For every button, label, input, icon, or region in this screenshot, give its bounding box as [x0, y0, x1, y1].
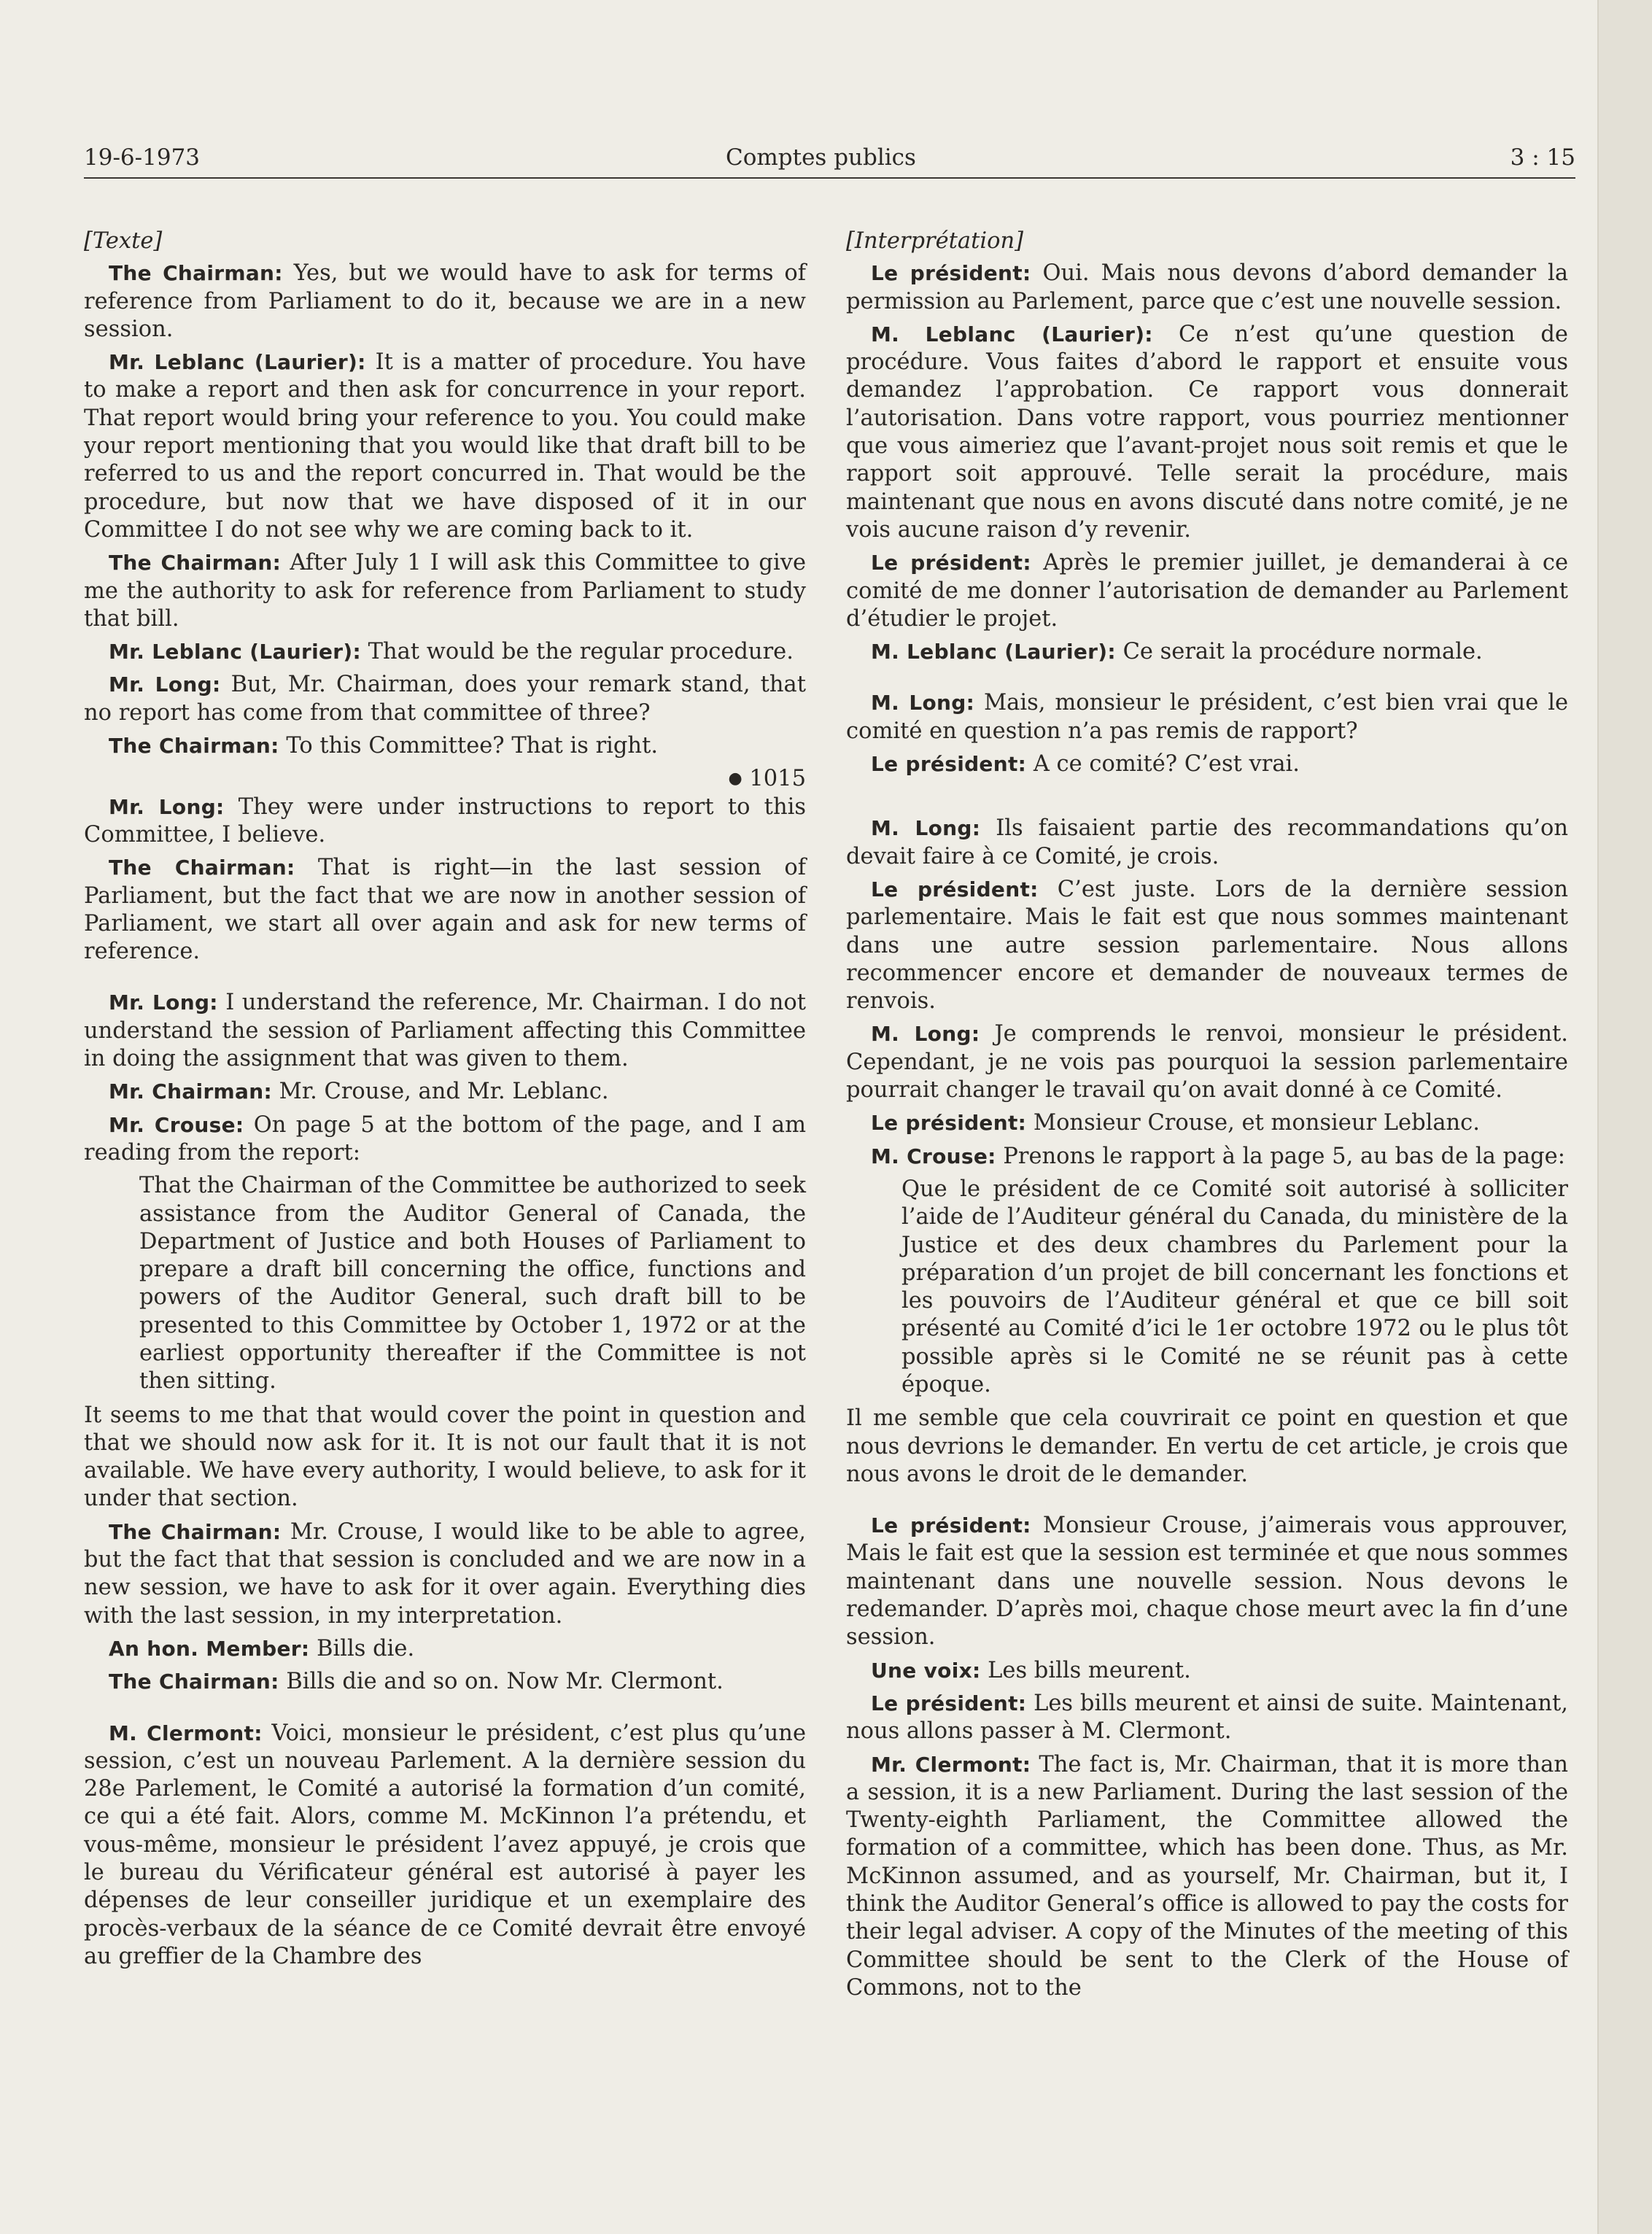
- speech: Bills die.: [309, 1635, 415, 1661]
- speaker: The Chairman:: [109, 734, 279, 759]
- speech: It is a matter of procedure. You have to make a report and then ask for concurrence in your report. That report would bring your reference to you. You could make your report mentioning that you would like that draft bill to be referred to us and the report concurred in. That would be the procedure, but now that we have disposed of it in our Committee I do not see why we are coming back to it.: [84, 349, 806, 543]
- speaker: The Chairman:: [109, 261, 283, 286]
- paragraph: [846, 549, 1568, 633]
- paragraph: [84, 1635, 806, 1663]
- speech: Prenons le rapport à la page 5, au bas de la page:: [996, 1143, 1566, 1169]
- header-title: Comptes publics: [726, 144, 916, 171]
- paragraph: [846, 815, 1568, 871]
- paragraph: [84, 549, 806, 633]
- speaker: Mr. Leblanc (Laurier):: [109, 640, 361, 664]
- speaker: M. Long:: [871, 816, 981, 841]
- paragraph: [84, 638, 806, 666]
- header-date: 19-6-1973: [84, 144, 201, 171]
- speech: Bills die and so on. Now Mr. Clermont.: [279, 1669, 724, 1695]
- page-header: [84, 144, 1575, 179]
- speech: The fact is, Mr. Chairman, that it is more than a session, it is a new Parliament. During the last session of the Twenty-eighth Parliament, the Committee allowed the formation of a committee, which has been done. Thus, as Mr. McKinnon assumed, and as yourself, Mr. Chairman, but it, I think the Auditor General’s office is allowed to pay the costs for their legal adviser. A copy of the Minutes of the meeting of this Committee should be sent to the Clerk of the House of Commons, not to the: [846, 1751, 1568, 2001]
- paragraph: [846, 1657, 1568, 1685]
- paragraph: [84, 1519, 806, 1630]
- speaker: Mr. Leblanc (Laurier):: [109, 350, 366, 375]
- speech: Mr. Crouse, and Mr. Leblanc.: [271, 1079, 609, 1105]
- speech: Ils faisaient partie des recommandations qu’on devait faire à ce Comité, je crois.: [846, 815, 1568, 869]
- speech: Monsieur Crouse, j’aimerais vous approuver, Mais le fait est que la session est terminée et que nous sommes maintenant dans une nouvelle session. Nous devons le redemander. D’après moi, chaque chose meurt avec la fin d’une session.: [846, 1513, 1568, 1651]
- quoted-report: That the Chairman of the Committee be authorized to seek assistance from the Auditor General of Canada, the Department of Justice and both Houses of Parliament to prepare a draft bill concerning the office, functions and powers of the Auditor General, such draft bill to be presented to this Committee by October 1, 1972 or at the earliest opportunity thereafter if the Committee is not then sitting.: [139, 1173, 806, 1395]
- time-marker-text: 1015: [749, 766, 806, 792]
- speech: After July 1 I will ask this Committee to give me the authority to ask for reference from Parliament to study that bill.: [84, 550, 806, 632]
- paragraph: It seems to me that that would cover the point in question and that we should now ask for it. It is not our fault that it is not available. We have every authority, I would believe, to ask for it under that section.: [84, 1402, 806, 1512]
- column-heading: [Texte]: [84, 228, 163, 254]
- speech: Les bills meurent et ainsi de suite. Maintenant, nous allons passer à M. Clermont.: [846, 1690, 1568, 1745]
- speaker: Une voix:: [871, 1658, 981, 1683]
- left-column: [84, 228, 806, 1976]
- speaker: Le président:: [871, 261, 1031, 286]
- paragraph: [846, 876, 1568, 1015]
- time-marker: [84, 765, 806, 793]
- speaker: Le président:: [871, 1513, 1031, 1538]
- speaker: Le président:: [871, 551, 1031, 575]
- speaker: Mr. Long:: [109, 990, 218, 1015]
- paragraph: Il me semble que cela couvrirait ce point en question et que nous devrions le demander. En vertu de cet article, je crois que nous avons le droit de le demander.: [846, 1405, 1568, 1487]
- speaker: Mr. Chairman:: [109, 1079, 272, 1104]
- right-column: [846, 228, 1568, 2007]
- speaker: The Chairman:: [109, 856, 295, 880]
- speech: Voici, monsieur le président, c’est plus qu’une session, c’est un nouveau Parlement. A la dernière session du 28e Parlement, le Comité a autorisé la formation d’un comité, ce qui a été fait. Alors, comme M. McKinnon l’a prétendu, et vous-même, monsieur le président l’avez appuyé, je crois que le bureau du Vérificateur général est autorisé à payer les dépenses de leur conseiller juridique et un exemplaire des procès-verbaux de la séance de ce Comité devrait être envoyé au greffier de la Chambre des: [84, 1720, 806, 1969]
- speaker: M. Leblanc (Laurier):: [871, 640, 1116, 664]
- speaker: The Chairman:: [109, 1519, 282, 1544]
- speech: Monsieur Crouse, et monsieur Leblanc.: [1026, 1110, 1480, 1136]
- paragraph: [84, 671, 806, 727]
- column-heading: [Interprétation]: [846, 228, 1023, 254]
- speaker: M. Long:: [871, 691, 975, 715]
- speaker: Mr. Long:: [109, 794, 225, 819]
- speaker: M. Long:: [871, 1022, 980, 1047]
- speech: Ce n’est qu’une question de procédure. Vous faites d’abord le rapport et ensuite vous demandez l’approbation. Ce rapport vous donnerait l’autorisation. Dans votre rapport, vous pourriez mentionner que vous aimeriez que l’avant-projet nous soit remis et que le rapport soit approuvé. Telle serait la procédure, mais maintenant que nous en avons discuté dans notre comité, je ne vois aucune raison d’y revenir.: [846, 321, 1568, 543]
- paragraph: [846, 321, 1568, 544]
- speaker: Le président:: [871, 1111, 1027, 1136]
- paragraph: [846, 638, 1568, 666]
- speaker: Mr. Clermont:: [871, 1752, 1031, 1777]
- speech: Après le premier juillet, je demanderai à ce comité de me donner l’autorisation de demander au Parlement d’étudier le projet.: [846, 550, 1568, 632]
- speaker: Le président:: [871, 1691, 1027, 1715]
- speech: That would be the regular procedure.: [360, 639, 794, 665]
- quoted-report: Que le président de ce Comité soit autorisé à solliciter l’aide de l’Auditeur général du Canada, du ministère de la Justice et des deux chambres du Parlement pour la préparation d’un projet de bill concernant les fonctions et les pouvoirs de l’Auditeur général et que ce bill soit présenté au Comité d’ici le 1er octobre 1972 ou le plus tôt possible après si le Comité ne se réunit pas à cette époque.: [901, 1176, 1568, 1397]
- paragraph: [84, 732, 806, 760]
- speaker: Le président:: [871, 877, 1039, 901]
- paragraph: [846, 1109, 1568, 1137]
- speech: On page 5 at the bottom of the page, and I am reading from the report:: [84, 1112, 806, 1166]
- speech: Mais, monsieur le président, c’est bien vrai que le comité en question n’a pas remis de rapport?: [846, 690, 1569, 744]
- paragraph: [846, 260, 1568, 316]
- paragraph: [846, 689, 1568, 745]
- paragraph: [84, 989, 806, 1073]
- header-page-number: 3 : 15: [1510, 144, 1575, 171]
- paragraph: [84, 854, 806, 966]
- speaker: An hon. Member:: [109, 1636, 310, 1661]
- speech: Les bills meurent.: [980, 1657, 1191, 1683]
- speaker: Le président:: [871, 752, 1027, 777]
- paragraph: [846, 1143, 1568, 1171]
- speech: Oui. Mais nous devons d’abord demander la permission au Parlement, parce que c’est une nouvelle session.: [846, 260, 1568, 314]
- speaker: Mr. Long:: [109, 672, 221, 697]
- speech: A ce comité? C’est vrai.: [1026, 751, 1300, 777]
- speech: C’est juste. Lors de la dernière session parlementaire. Mais le fait est que nous sommes maintenant dans une autre session parlementaire. Nous allons recommencer encore et demander de nouveaux termes de renvois.: [846, 876, 1568, 1015]
- paragraph: [846, 1512, 1568, 1651]
- paragraph: [846, 751, 1568, 778]
- header-rule: [84, 177, 1575, 179]
- speech: I understand the reference, Mr. Chairman. I do not understand the session of Parliament affecting this Committee in doing the assignment that was given to them.: [84, 990, 806, 1072]
- speech: Ce serait la procédure normale.: [1115, 639, 1483, 665]
- speech: But, Mr. Chairman, does your remark stand, that no report has come from that committee of three?: [84, 672, 806, 726]
- bullet-icon: ●: [728, 769, 742, 788]
- speech: To this Committee? That is right.: [279, 733, 659, 759]
- paragraph: [84, 1668, 806, 1696]
- speech: They were under instructions to report to this Committee, I believe.: [84, 794, 806, 848]
- speech: Yes, but we would have to ask for terms of reference from Parliament to do it, because we are in a new session.: [84, 260, 806, 342]
- speaker: M. Clermont:: [109, 1721, 263, 1745]
- speaker: Mr. Crouse:: [109, 1112, 244, 1137]
- speaker: M. Crouse:: [871, 1144, 996, 1168]
- speech: Je comprends le renvoi, monsieur le président. Cependant, je ne vois pas pourquoi la session parlementaire pourrait changer le travail qu’on avait donné à ce Comité.: [846, 1021, 1568, 1104]
- paragraph: [84, 794, 806, 850]
- paragraph: [84, 1720, 806, 1971]
- speech: Mr. Crouse, I would like to be able to agree, but the fact that that session is concluded and we are now in a new session, we have to ask for it over again. Everything dies with the last session, in my interpretation.: [84, 1519, 807, 1629]
- page-edge: [1597, 0, 1652, 2234]
- speech: That is right—in the last session of Parliament, but the fact that we are now in another session of Parliament, we start all over again and ask for new terms of reference.: [84, 855, 807, 965]
- paragraph: [84, 260, 806, 344]
- paragraph: [846, 1020, 1568, 1104]
- speaker: M. Leblanc (Laurier):: [871, 322, 1153, 346]
- speaker: The Chairman:: [109, 551, 282, 575]
- paragraph: [84, 349, 806, 544]
- speaker: The Chairman:: [109, 1669, 279, 1694]
- paragraph: [846, 1751, 1568, 2003]
- paragraph: [846, 1690, 1568, 1746]
- paragraph: [84, 1078, 806, 1106]
- paragraph: [84, 1112, 806, 1168]
